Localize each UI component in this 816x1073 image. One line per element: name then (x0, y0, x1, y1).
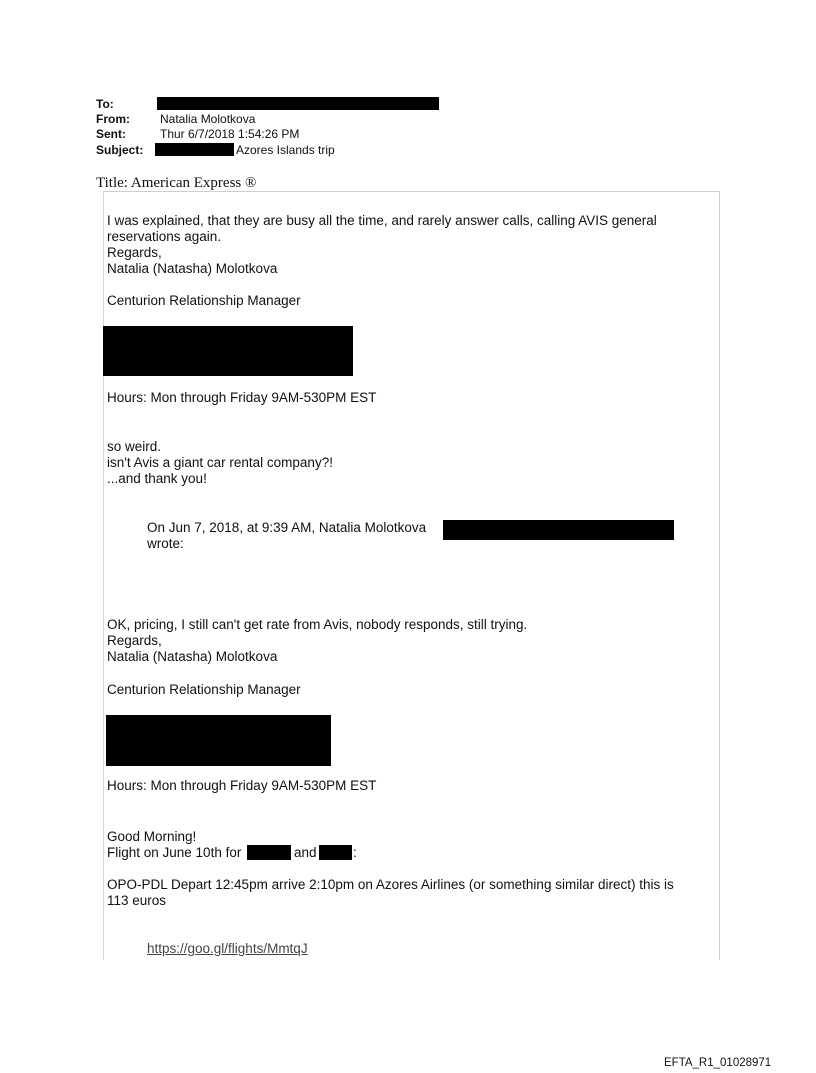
regards-1: Regards, (107, 245, 162, 260)
hours-2: Hours: Mon through Friday 9AM-530PM EST (107, 778, 377, 793)
redacted-name-1 (247, 845, 291, 860)
flight-link[interactable]: https://goo.gl/flights/MmtqJ (147, 941, 308, 956)
message-p2-line1: OK, pricing, I still can't get rate from Avis, nobody responds, still trying. (107, 617, 528, 632)
reply-line3: ...and thank you! (107, 471, 207, 486)
signature-title-2: Centurion Relationship Manager (107, 682, 301, 697)
title-line: Title: American Express ® (96, 175, 257, 191)
hours-1: Hours: Mon through Friday 9AM-530PM EST (107, 390, 377, 405)
subject-value: Azores Islands trip (236, 143, 335, 157)
signature-name-1: Natalia (Natasha) Molotkova (107, 261, 278, 276)
from-value: Natalia Molotkova (160, 112, 256, 126)
quote-intro-line2: wrote: (147, 536, 184, 551)
greeting: Good Morning! (107, 829, 197, 844)
flight-detail-line2: 113 euros (107, 893, 167, 908)
flight-and: and (294, 845, 317, 860)
sent-label: Sent: (96, 127, 126, 141)
message-p1-line1: I was explained, that they are busy all the time, and rarely answer calls, calling AVIS general (107, 213, 657, 228)
message-p1-line2: reservations again. (107, 229, 222, 244)
redacted-contact-block-2 (106, 715, 331, 766)
signature-name-2: Natalia (Natasha) Molotkova (107, 649, 278, 664)
redacted-name-2 (319, 845, 352, 860)
redacted-to-address (157, 97, 439, 110)
redacted-contact-block-1 (103, 326, 353, 376)
redacted-email-address (443, 520, 674, 540)
quote-intro-line1: On Jun 7, 2018, at 9:39 AM, Natalia Molotkova (147, 520, 427, 535)
redacted-subject-name (155, 143, 234, 156)
signature-title-1: Centurion Relationship Manager (107, 293, 301, 308)
document-id: EFTA_R1_01028971 (664, 1057, 772, 1069)
sent-value: Thur 6/7/2018 1:54:26 PM (160, 127, 300, 141)
flight-prefix: Flight on June 10th for (107, 845, 242, 860)
flight-colon: : (353, 845, 357, 860)
reply-line1: so weird. (107, 439, 162, 454)
reply-line2: isn't Avis a giant car rental company?! (107, 455, 333, 470)
subject-label: Subject: (96, 143, 144, 157)
flight-detail-line1: OPO-PDL Depart 12:45pm arrive 2:10pm on Azores Airlines (or something similar direct) this is (107, 877, 674, 892)
regards-2: Regards, (107, 633, 162, 648)
from-label: From: (96, 112, 130, 126)
to-label: To: (96, 97, 114, 111)
